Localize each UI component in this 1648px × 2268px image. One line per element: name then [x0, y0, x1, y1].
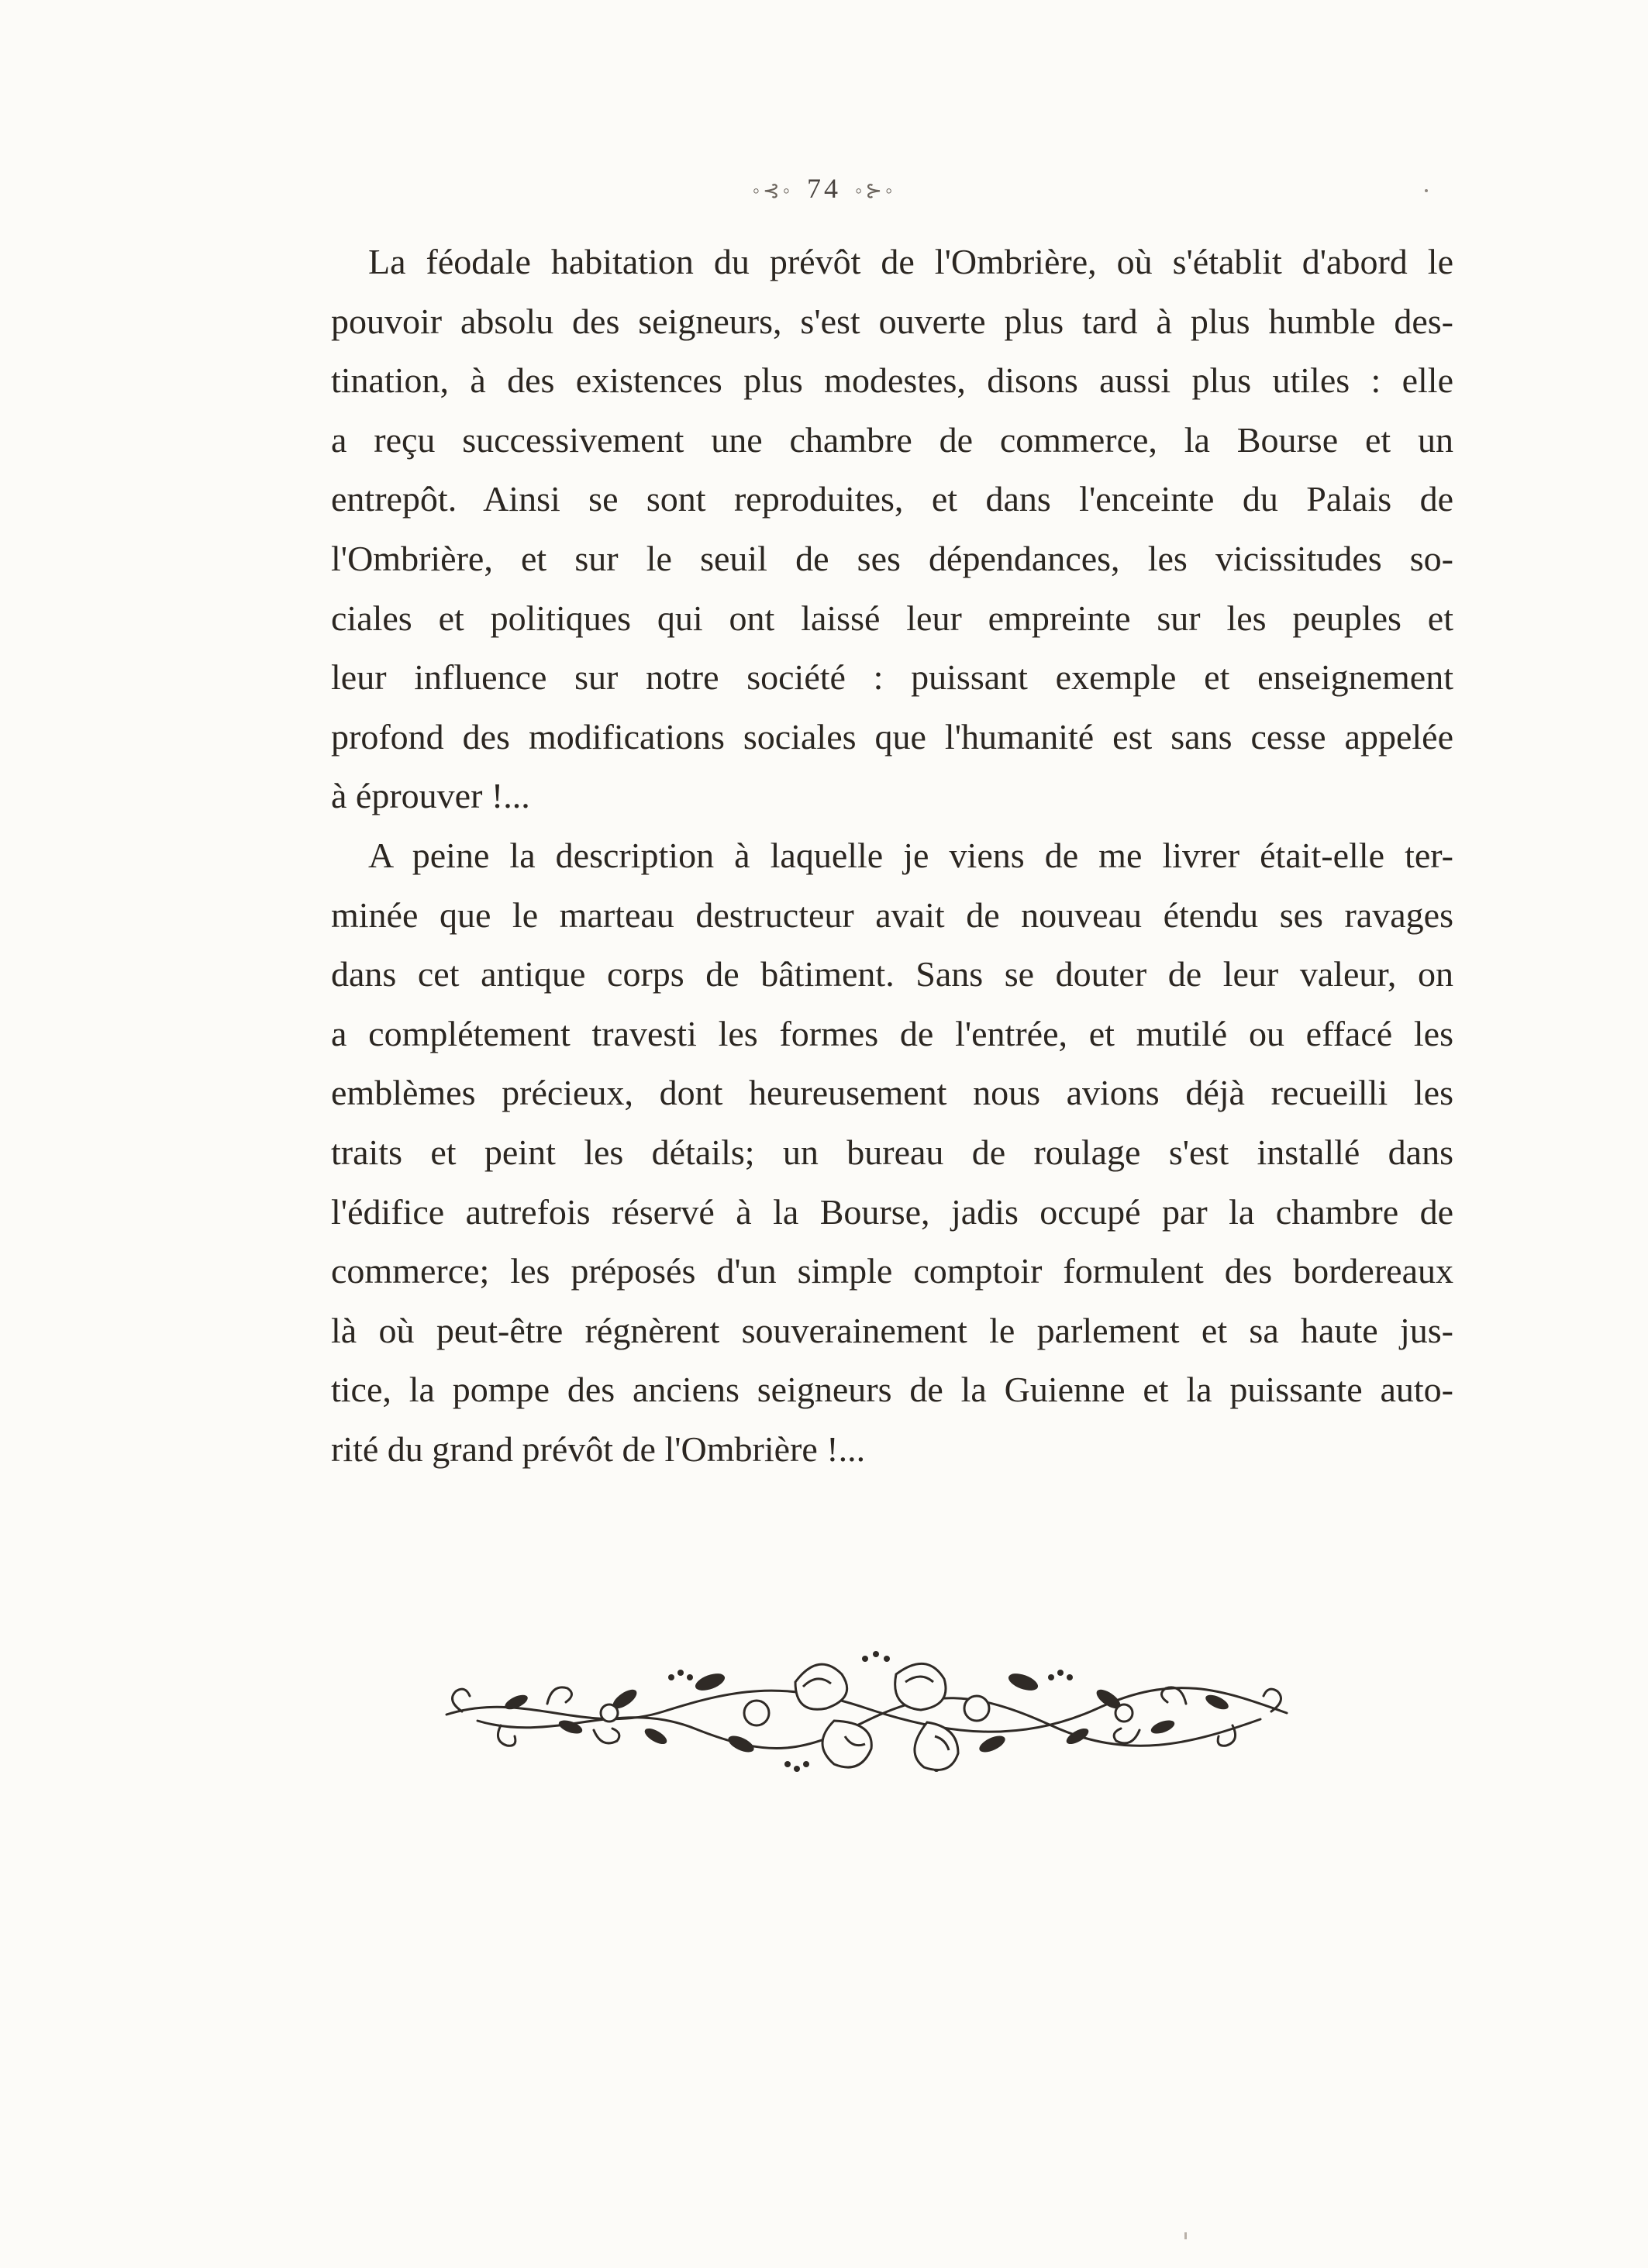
stray-ink-mark	[1425, 189, 1428, 192]
floral-vignette-icon	[431, 1628, 1302, 1791]
text-line: commerce; les préposés d'un simple comptoir formulent des bordereaux	[331, 1251, 1453, 1291]
text-line: ciales et politiques qui ont laissé leur empreinte sur les peuples et	[331, 598, 1453, 638]
paragraph-2	[331, 826, 1453, 1480]
paragraph-1	[331, 233, 1453, 826]
text-line: pouvoir absolu des seigneurs, s'est ouverte plus tard à plus humble des-	[331, 301, 1453, 341]
page-number: 74	[807, 173, 841, 204]
text-line: là où peut-être régnèrent souverainement le parlement et sa haute jus-	[331, 1310, 1453, 1350]
text-line: leur influence sur notre société : puissant exemple et enseignement	[331, 657, 1453, 698]
text-line: à éprouver !...	[331, 776, 530, 816]
text-line: dans cet antique corps de bâtiment. Sans se douter de leur valeur, on	[331, 954, 1453, 994]
text-line: a reçu successivement une chambre de commerce, la Bourse et un	[331, 419, 1453, 460]
left-flourish-icon: ◦⊰◦	[752, 179, 793, 202]
body-text	[331, 233, 1453, 1479]
text-line: tice, la pompe des anciens seigneurs de la Guienne et la puissante auto-	[331, 1370, 1453, 1410]
text-line: A peine la description à laquelle je viens de me livrer était-elle ter-	[368, 835, 1453, 875]
right-flourish-icon: ◦⊱◦	[855, 179, 896, 202]
text-line: emblèmes précieux, dont heureusement nous avions déjà recueilli les	[331, 1073, 1453, 1113]
text-line: entrepôt. Ainsi se sont reproduites, et dans l'enceinte du Palais de	[331, 479, 1453, 519]
page-header	[0, 172, 1648, 205]
text-line: a complétement travesti les formes de l'entrée, et mutilé ou effacé les	[331, 1013, 1453, 1053]
text-line: traits et peint les détails; un bureau de roulage s'est installé dans	[331, 1132, 1453, 1172]
text-line: l'Ombrière, et sur le seuil de ses dépendances, les vicissitudes so-	[331, 538, 1453, 578]
text-line: La féodale habitation du prévôt de l'Ombrière, où s'établit d'abord le	[368, 242, 1453, 281]
text-line: tination, à des existences plus modestes, disons aussi plus utiles : elle	[331, 360, 1453, 401]
text-line: profond des modifications sociales que l'humanité est sans cesse appelée	[331, 716, 1453, 757]
text-line: minée que le marteau destructeur avait de nouveau étendu ses ravages	[331, 894, 1453, 935]
text-line: l'édifice autrefois réservé à la Bourse, jadis occupé par la chambre de	[331, 1191, 1453, 1232]
stray-ink-mark	[1184, 2232, 1187, 2239]
text-line: rité du grand prévôt de l'Ombrière !...	[331, 1429, 866, 1469]
